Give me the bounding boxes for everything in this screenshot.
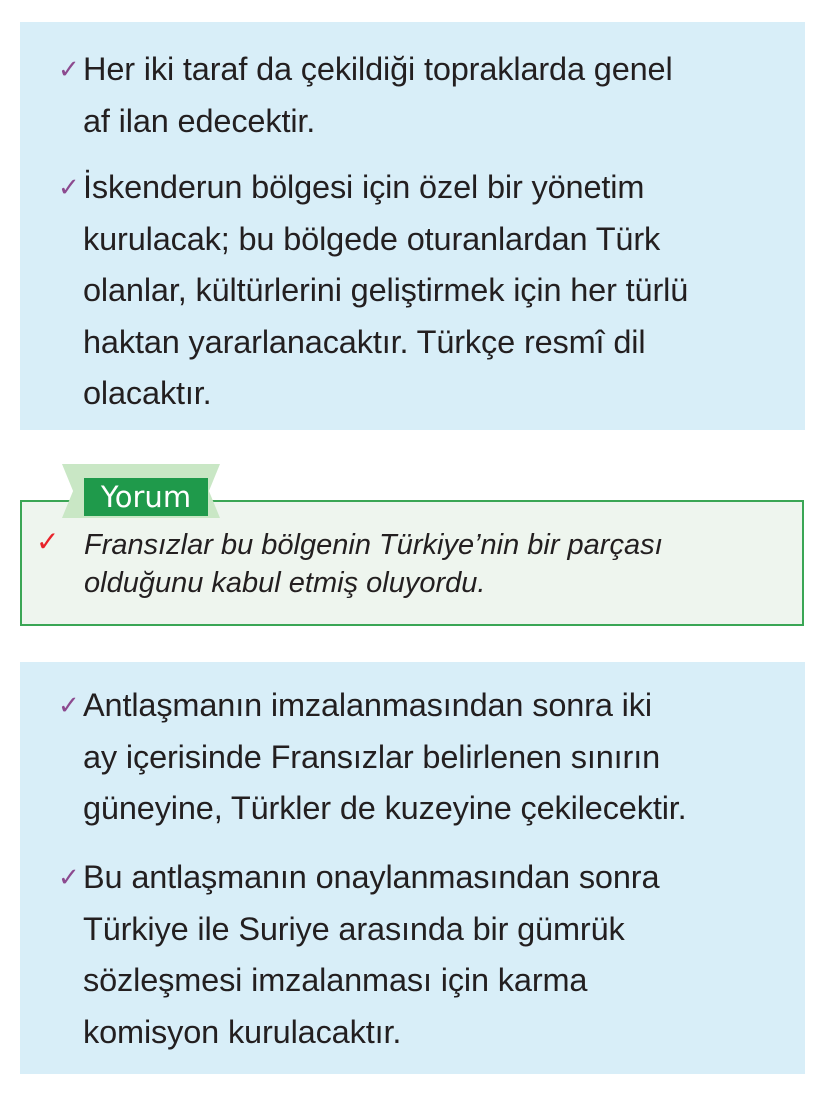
list-item-text <box>83 44 795 147</box>
text-line: olanlar, kültürlerini geliştirmek için her türlü <box>83 272 689 308</box>
text-line: İskenderun bölgesi için özel bir yönetim <box>83 169 645 205</box>
text-line: af ilan edecektir. <box>83 102 316 139</box>
info-box-top <box>20 22 805 430</box>
info-box-bottom <box>20 662 805 1074</box>
text-line: güneyine, Türkler de kuzeyine çekilecektir. <box>83 790 687 826</box>
yorum-line: Fransızlar bu bölgenin Türkiye’nin bir parçası <box>84 529 663 561</box>
text-line: Her iki taraf da çekildiği topraklarda genel <box>83 51 673 87</box>
yorum-text <box>84 526 784 602</box>
text-line: olacaktır. <box>83 375 212 411</box>
check-icon: ✓ <box>58 54 80 84</box>
list-item-text <box>83 852 795 1058</box>
list-item-text <box>83 162 795 420</box>
red-check-icon: ✓ <box>36 526 60 557</box>
check-icon: ✓ <box>58 172 80 202</box>
text-line: sözleşmesi imzalanması için karma <box>83 962 588 998</box>
text-line: kurulacak; bu bölgede oturanlardan Türk <box>83 220 661 257</box>
text-line: Bu antlaşmanın onaylanmasından sonra <box>83 859 660 895</box>
check-icon: ✓ <box>58 862 80 892</box>
list-item-text <box>83 680 795 835</box>
text-line: komisyon kurulacaktır. <box>83 1013 402 1050</box>
text-line: haktan yararlanacaktır. Türkçe resmî dil <box>83 323 646 360</box>
text-line: Türkiye ile Suriye arasında bir gümrük <box>83 910 625 947</box>
yorum-line: olduğunu kabul etmiş oluyordu. <box>84 567 486 599</box>
text-line: ay içerisinde Fransızlar belirlenen sınırın <box>83 738 660 775</box>
yorum-label: Yorum <box>84 478 208 516</box>
text-line: Antlaşmanın imzalanmasından sonra iki <box>83 687 652 723</box>
check-icon: ✓ <box>58 690 80 720</box>
